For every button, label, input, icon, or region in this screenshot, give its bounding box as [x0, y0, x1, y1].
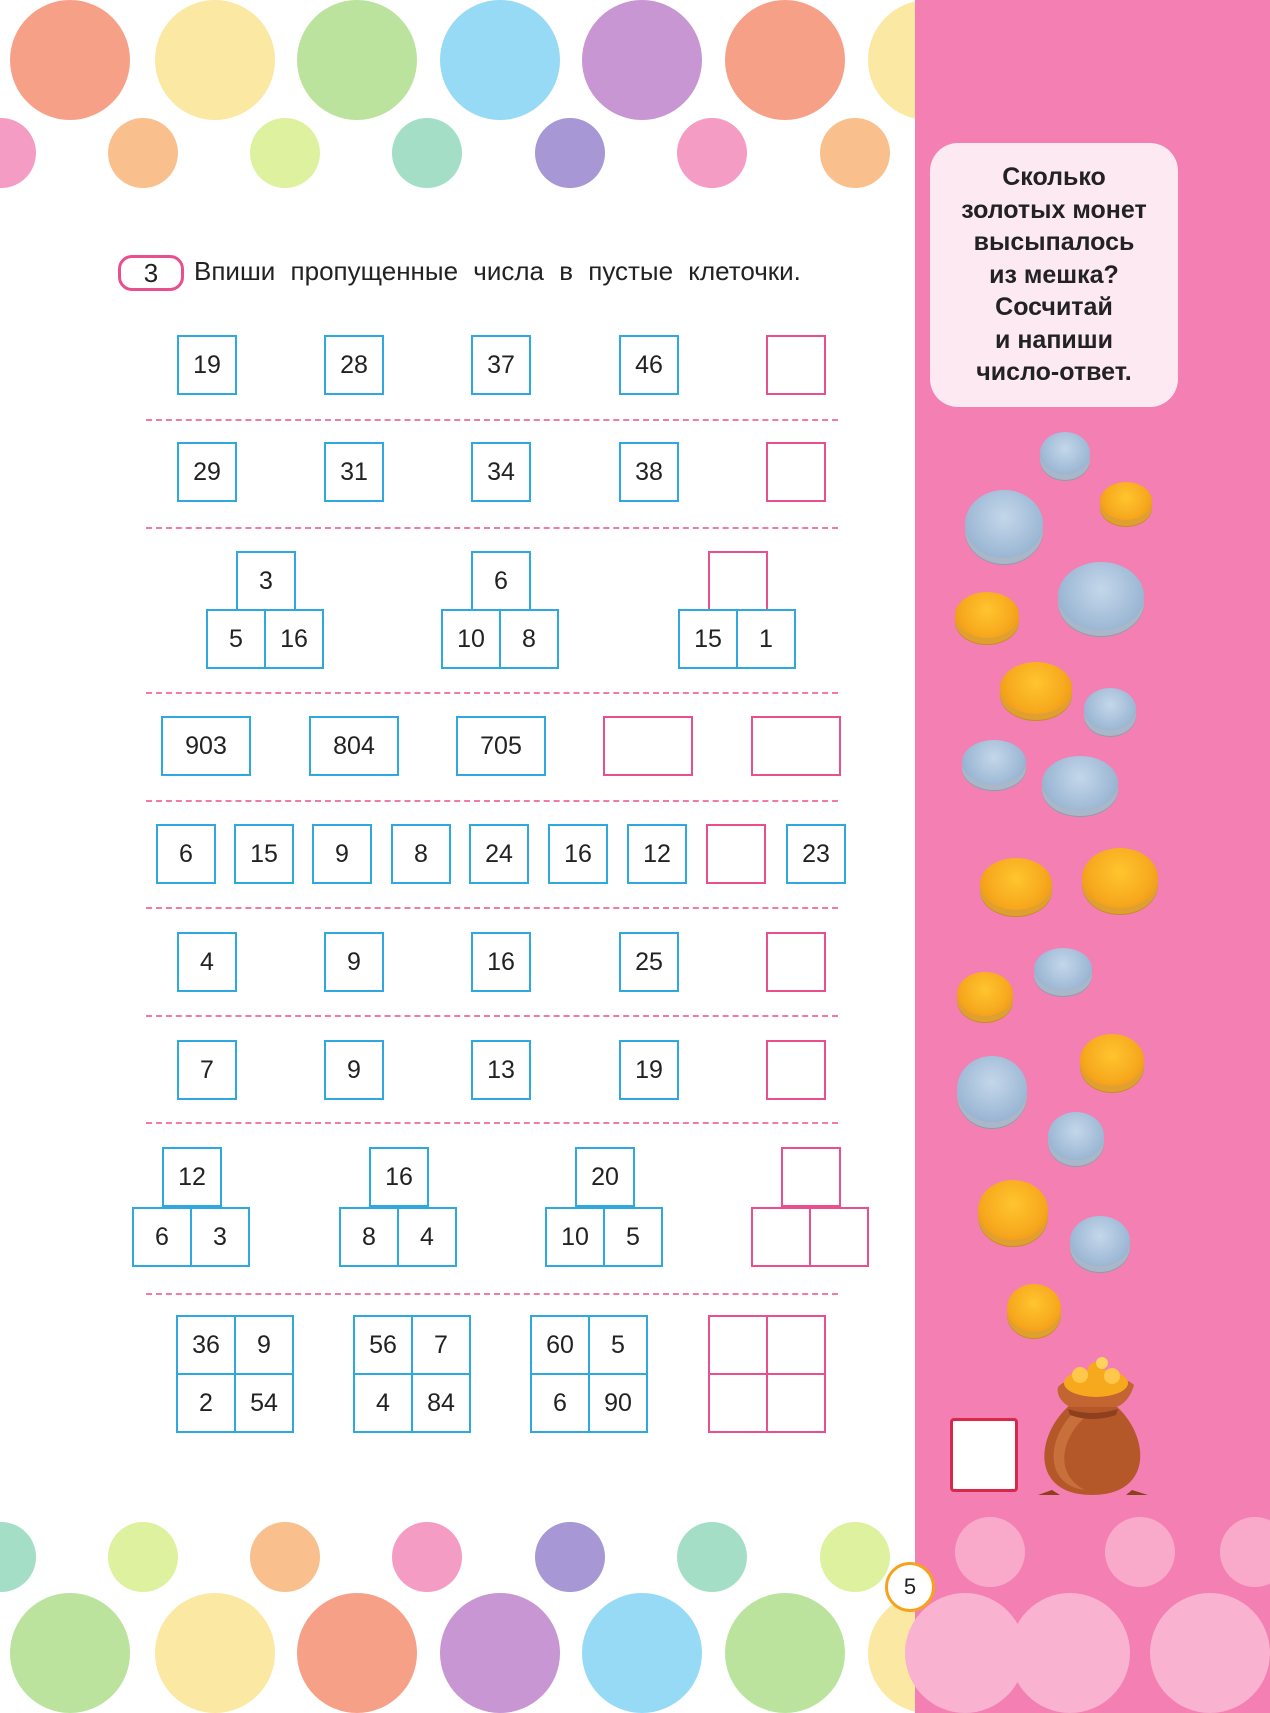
answer-box[interactable] — [950, 1418, 1018, 1492]
empty-answer-cell[interactable] — [766, 335, 826, 395]
grid-cell: 6 — [530, 1373, 590, 1433]
empty-answer-cell[interactable] — [708, 1373, 768, 1433]
number-cell: 37 — [471, 335, 531, 395]
coin-icon — [978, 1180, 1048, 1240]
grid-cell: 9 — [234, 1315, 294, 1375]
number-cell: 28 — [324, 335, 384, 395]
coin-icon — [962, 740, 1026, 784]
row-divider — [146, 419, 838, 421]
page-number: 5 — [885, 1562, 935, 1612]
number-cell: 9 — [324, 932, 384, 992]
pyramid-right-cell: 4 — [397, 1207, 457, 1267]
number-cell: 12 — [627, 824, 687, 884]
grid-cell: 36 — [176, 1315, 236, 1375]
row-divider — [146, 1122, 838, 1124]
number-cell: 16 — [471, 932, 531, 992]
number-cell: 23 — [786, 824, 846, 884]
coin-icon — [1100, 482, 1152, 520]
pyramid-left-cell: 6 — [132, 1207, 192, 1267]
task-instruction: Впиши пропущенные числа в пустые клеточки. — [194, 256, 801, 286]
empty-answer-cell[interactable] — [781, 1147, 841, 1207]
coin-icon — [1070, 1216, 1130, 1266]
number-cell: 9 — [312, 824, 372, 884]
empty-answer-cell[interactable] — [708, 1315, 768, 1375]
empty-answer-cell[interactable] — [766, 442, 826, 502]
coin-question — [930, 143, 1178, 407]
number-cell: 25 — [619, 932, 679, 992]
number-cell: 7 — [177, 1040, 237, 1100]
question-line: и напиши — [995, 325, 1113, 354]
grid-cell: 84 — [411, 1373, 471, 1433]
number-cell: 31 — [324, 442, 384, 502]
pyramid-right-cell: 8 — [499, 609, 559, 669]
grid-cell: 90 — [588, 1373, 648, 1433]
coin-icon — [1034, 948, 1092, 990]
coin-icon — [1007, 1284, 1061, 1332]
task-number-badge: 3 — [118, 255, 184, 291]
money-bag-icon — [1030, 1345, 1155, 1500]
coin-icon — [1080, 1034, 1144, 1086]
number-cell: 15 — [234, 824, 294, 884]
empty-answer-cell[interactable] — [706, 824, 766, 884]
pyramid-top-cell: 20 — [575, 1147, 635, 1207]
pyramid-right-cell: 3 — [190, 1207, 250, 1267]
empty-answer-cell[interactable] — [751, 716, 841, 776]
number-cell: 34 — [471, 442, 531, 502]
grid-cell: 4 — [353, 1373, 413, 1433]
number-cell: 13 — [471, 1040, 531, 1100]
empty-answer-cell[interactable] — [766, 932, 826, 992]
empty-answer-cell[interactable] — [766, 1373, 826, 1433]
pyramid-right-cell: 5 — [603, 1207, 663, 1267]
grid-cell: 56 — [353, 1315, 413, 1375]
empty-answer-cell[interactable] — [751, 1207, 811, 1267]
row-divider — [146, 692, 838, 694]
number-cell: 46 — [619, 335, 679, 395]
number-cell: 19 — [619, 1040, 679, 1100]
grid-cell: 7 — [411, 1315, 471, 1375]
pyramid-top-cell: 3 — [236, 551, 296, 611]
row-divider — [146, 800, 838, 802]
coin-icon — [957, 1056, 1027, 1122]
coin-icon — [1084, 688, 1136, 730]
coin-icon — [957, 972, 1013, 1016]
number-cell: 4 — [177, 932, 237, 992]
number-cell: 903 — [161, 716, 251, 776]
grid-cell: 60 — [530, 1315, 590, 1375]
question-line: число-ответ. — [976, 358, 1132, 386]
number-cell: 804 — [309, 716, 399, 776]
row-divider — [146, 527, 838, 529]
number-cell: 6 — [156, 824, 216, 884]
pyramid-right-cell: 1 — [736, 609, 796, 669]
coin-icon — [1058, 562, 1144, 630]
row-divider — [146, 1015, 838, 1017]
coin-icon — [1042, 756, 1118, 810]
number-cell: 19 — [177, 335, 237, 395]
grid-cell: 2 — [176, 1373, 236, 1433]
empty-answer-cell[interactable] — [766, 1040, 826, 1100]
number-cell: 16 — [548, 824, 608, 884]
grid-cell: 5 — [588, 1315, 648, 1375]
coin-icon — [1040, 432, 1090, 474]
question-line: из мешка? — [989, 260, 1119, 289]
number-cell: 705 — [456, 716, 546, 776]
empty-answer-cell[interactable] — [809, 1207, 869, 1267]
grid-cell: 54 — [234, 1373, 294, 1433]
number-cell: 24 — [469, 824, 529, 884]
pyramid-left-cell: 15 — [678, 609, 738, 669]
coin-icon — [1000, 662, 1072, 714]
question-line: Сколько — [1002, 163, 1106, 191]
empty-answer-cell[interactable] — [603, 716, 693, 776]
coin-icon — [1082, 848, 1158, 908]
row-divider — [146, 907, 838, 909]
question-line: Сосчитай — [995, 293, 1113, 321]
empty-answer-cell[interactable] — [708, 551, 768, 611]
pyramid-left-cell: 10 — [441, 609, 501, 669]
number-cell: 9 — [324, 1040, 384, 1100]
row-divider — [146, 1293, 838, 1295]
coin-icon — [965, 490, 1043, 558]
coin-icon — [955, 592, 1019, 638]
pyramid-left-cell: 8 — [339, 1207, 399, 1267]
pyramid-top-cell: 16 — [369, 1147, 429, 1207]
pyramid-left-cell: 5 — [206, 609, 266, 669]
question-line: высыпалось — [973, 228, 1135, 256]
question-line: золотых монет — [961, 195, 1147, 224]
coin-icon — [1048, 1112, 1104, 1160]
number-cell: 29 — [177, 442, 237, 502]
pyramid-left-cell: 10 — [545, 1207, 605, 1267]
number-cell: 38 — [619, 442, 679, 502]
pyramid-top-cell: 6 — [471, 551, 531, 611]
pyramid-right-cell: 16 — [264, 609, 324, 669]
number-cell: 8 — [391, 824, 451, 884]
empty-answer-cell[interactable] — [766, 1315, 826, 1375]
pyramid-top-cell: 12 — [162, 1147, 222, 1207]
coin-icon — [980, 858, 1052, 910]
